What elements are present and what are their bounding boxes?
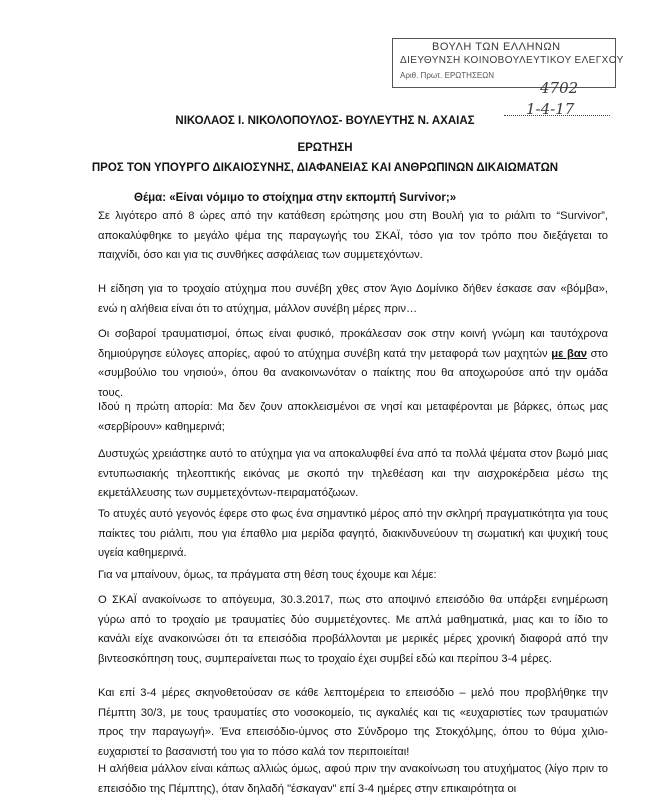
paragraph-3 xyxy=(98,325,608,403)
paragraph-3-part-b: στο «συμβούλιο του νησιού», όπου θα ανακοινωνόταν ο παίκτης που θα αποχωρούσε από την ομάδα τους. xyxy=(98,347,608,399)
stamp-protocol-label: Αριθ. Πρωτ. ΕΡΩΤΗΣΕΩΝ xyxy=(400,71,494,80)
stamp-directorate: ΔΙΕΥΘΥΝΣΗ ΚΟΙΝΟΒΟΥΛΕΥΤΙΚΟΥ ΕΛΕΓΧΟΥ xyxy=(400,55,624,66)
document-type: ΕΡΩΤΗΣΗ xyxy=(297,142,353,154)
paragraph-3-part-a: Οι σοβαροί τραυματισμοί, όπως είναι φυσικό, προκάλεσαν σοκ στην κοινή γνώμη και ταυτόχρονα δημιούργησε εύλογες απορίες, αφού το ατύχημα συνέβη κατά την μεταφορά των μαχητών xyxy=(98,328,608,360)
paragraph-7: Για να μπαίνουν, όμως, τα πράγματα στη θέση τους έχουμε και λέμε: xyxy=(98,569,437,581)
paragraph-8: Ο ΣΚΑΪ ανακοίνωσε το απόγευμα, 30.3.2017, πως στο αποψινό επεισόδιο θα υπάρξει ενημέρωση γύρω από το τροχαίο με τραυματίες δύο συμμετέχοντες. Με απλά μαθηματικά, μιας και το ίδιο το κανάλι είχε ανακοινώσει ότι τα επεισόδια προβάλλονται με μερικές μέρες χρονική διαφορά από την βιντεοσκόπηση τους, συμπεραίνεται πως το τροχαίο έχει συμβεί εδώ και περίπου 3-4 μέρες. xyxy=(98,594,608,665)
stamp-protocol-number: 4702 xyxy=(540,79,579,97)
subject-line: Θέμα: «Είναι νόμιμο το στοίχημα στην εκπομπή Survivor;» xyxy=(134,192,457,204)
paragraph-3-underlined: με βαν xyxy=(551,347,587,360)
recipient-line: ΠΡΟΣ ΤΟΝ ΥΠΟΥΡΓΟ ΔΙΚΑΙΟΣΥΝΗΣ, ΔΙΑΦΑΝΕΙΑΣ ΚΑΙ ΑΝΘΡΩΠΙΝΩΝ ΔΙΚΑΙΩΜΑΤΩΝ xyxy=(91,162,559,174)
stamp-parliament-name: ΒΟΥΛΗ ΤΩΝ ΕΛΛΗΝΩΝ xyxy=(432,41,561,53)
paragraph-2: Η είδηση για το τροχαίο ατύχημα που συνέβη χθες στον Άγιο Δομίνικο δήθεν έσκασε σαν «βόμβα», ενώ η αλήθεια είναι ότι το ατύχημα, μάλλον συνέβη μέρες πριν… xyxy=(98,283,608,315)
stamp-date: 1-4-17 xyxy=(526,100,575,118)
author-line: ΝΙΚΟΛΑΟΣ Ι. ΝΙΚΟΛΟΠΟΥΛΟΣ- ΒΟΥΛΕΥΤΗΣ Ν. ΑΧΑΙΑΣ xyxy=(175,115,475,127)
paragraph-10: Η αλήθεια μάλλον είναι κάπως αλλιώς όμως, αφού πριν την ανακοίνωση του ατυχήματος (λίγο πριν το επεισόδιο της Πέμπτης), όταν δηλαδή "έσκαγαν" επί 3-4 ημέρες στην επικαιρότητα οι xyxy=(98,763,608,795)
paragraph-9: Και επί 3-4 μέρες σκηνοθετούσαν σε κάθε λεπτομέρεια το επεισόδιο – μελό που προβλήθηκε την Πέμπτη 30/3, με τους τραυματίες στο νοσοκομείο, τις αγκαλιές και τις «ευχαριστίες των τραυματιών προς την παραγωγή». Ένα επεισόδιο-ύμνος στο Σύνδρομο της Στοκχόλμης, όπου το θύμα χιλιο-ευχαριστεί το βασανιστή του για το πόσο καλά τον περιποιείται! xyxy=(98,687,608,758)
paragraph-5: Δυστυχώς χρειάστηκε αυτό το ατύχημα για να αποκαλυφθεί ένα από τα πολλά ψέματα στον βωμό μιας εντυπωσιακής τηλεοπτικής εικόνας με σκοπό την τηλεθέαση και την αισχροκέρδεια μέσω της εκμετάλλευσης των συμμετεχόντων-πειραματόζωων. xyxy=(98,448,608,499)
paragraph-1: Σε λιγότερο από 8 ώρες από την κατάθεση ερώτησης μου στη Βουλή για το ριάλιτι το “Survivor”, αποκαλύφθηκε το μεγάλο ψέμα της παραγωγής του ΣΚΑΪ, τόσο για τον τρόπο που διεξάγεται το παιχνίδι, όσο και για τις συνθήκες ασφάλειας των συμμετεχόντων. xyxy=(98,210,608,261)
paragraph-4: Ιδού η πρώτη απορία: Μα δεν ζουν αποκλεισμένοι σε νησί και μεταφέρονται με βάρκες, όπως μας «σερβίρουν» καθημερινά; xyxy=(98,401,608,433)
paragraph-6: Το ατυχές αυτό γεγονός έφερε στο φως ένα σημαντικό μέρος από την σκληρή πραγματικότητα για τους παίκτες του ριάλιτι, που για έπαθλο μια μερίδα φαγητό, διακινδυνεύουν τη σωματική και ψυχική τους υγεία καθημερινά. xyxy=(98,508,608,559)
parliament-stamp xyxy=(392,38,624,120)
